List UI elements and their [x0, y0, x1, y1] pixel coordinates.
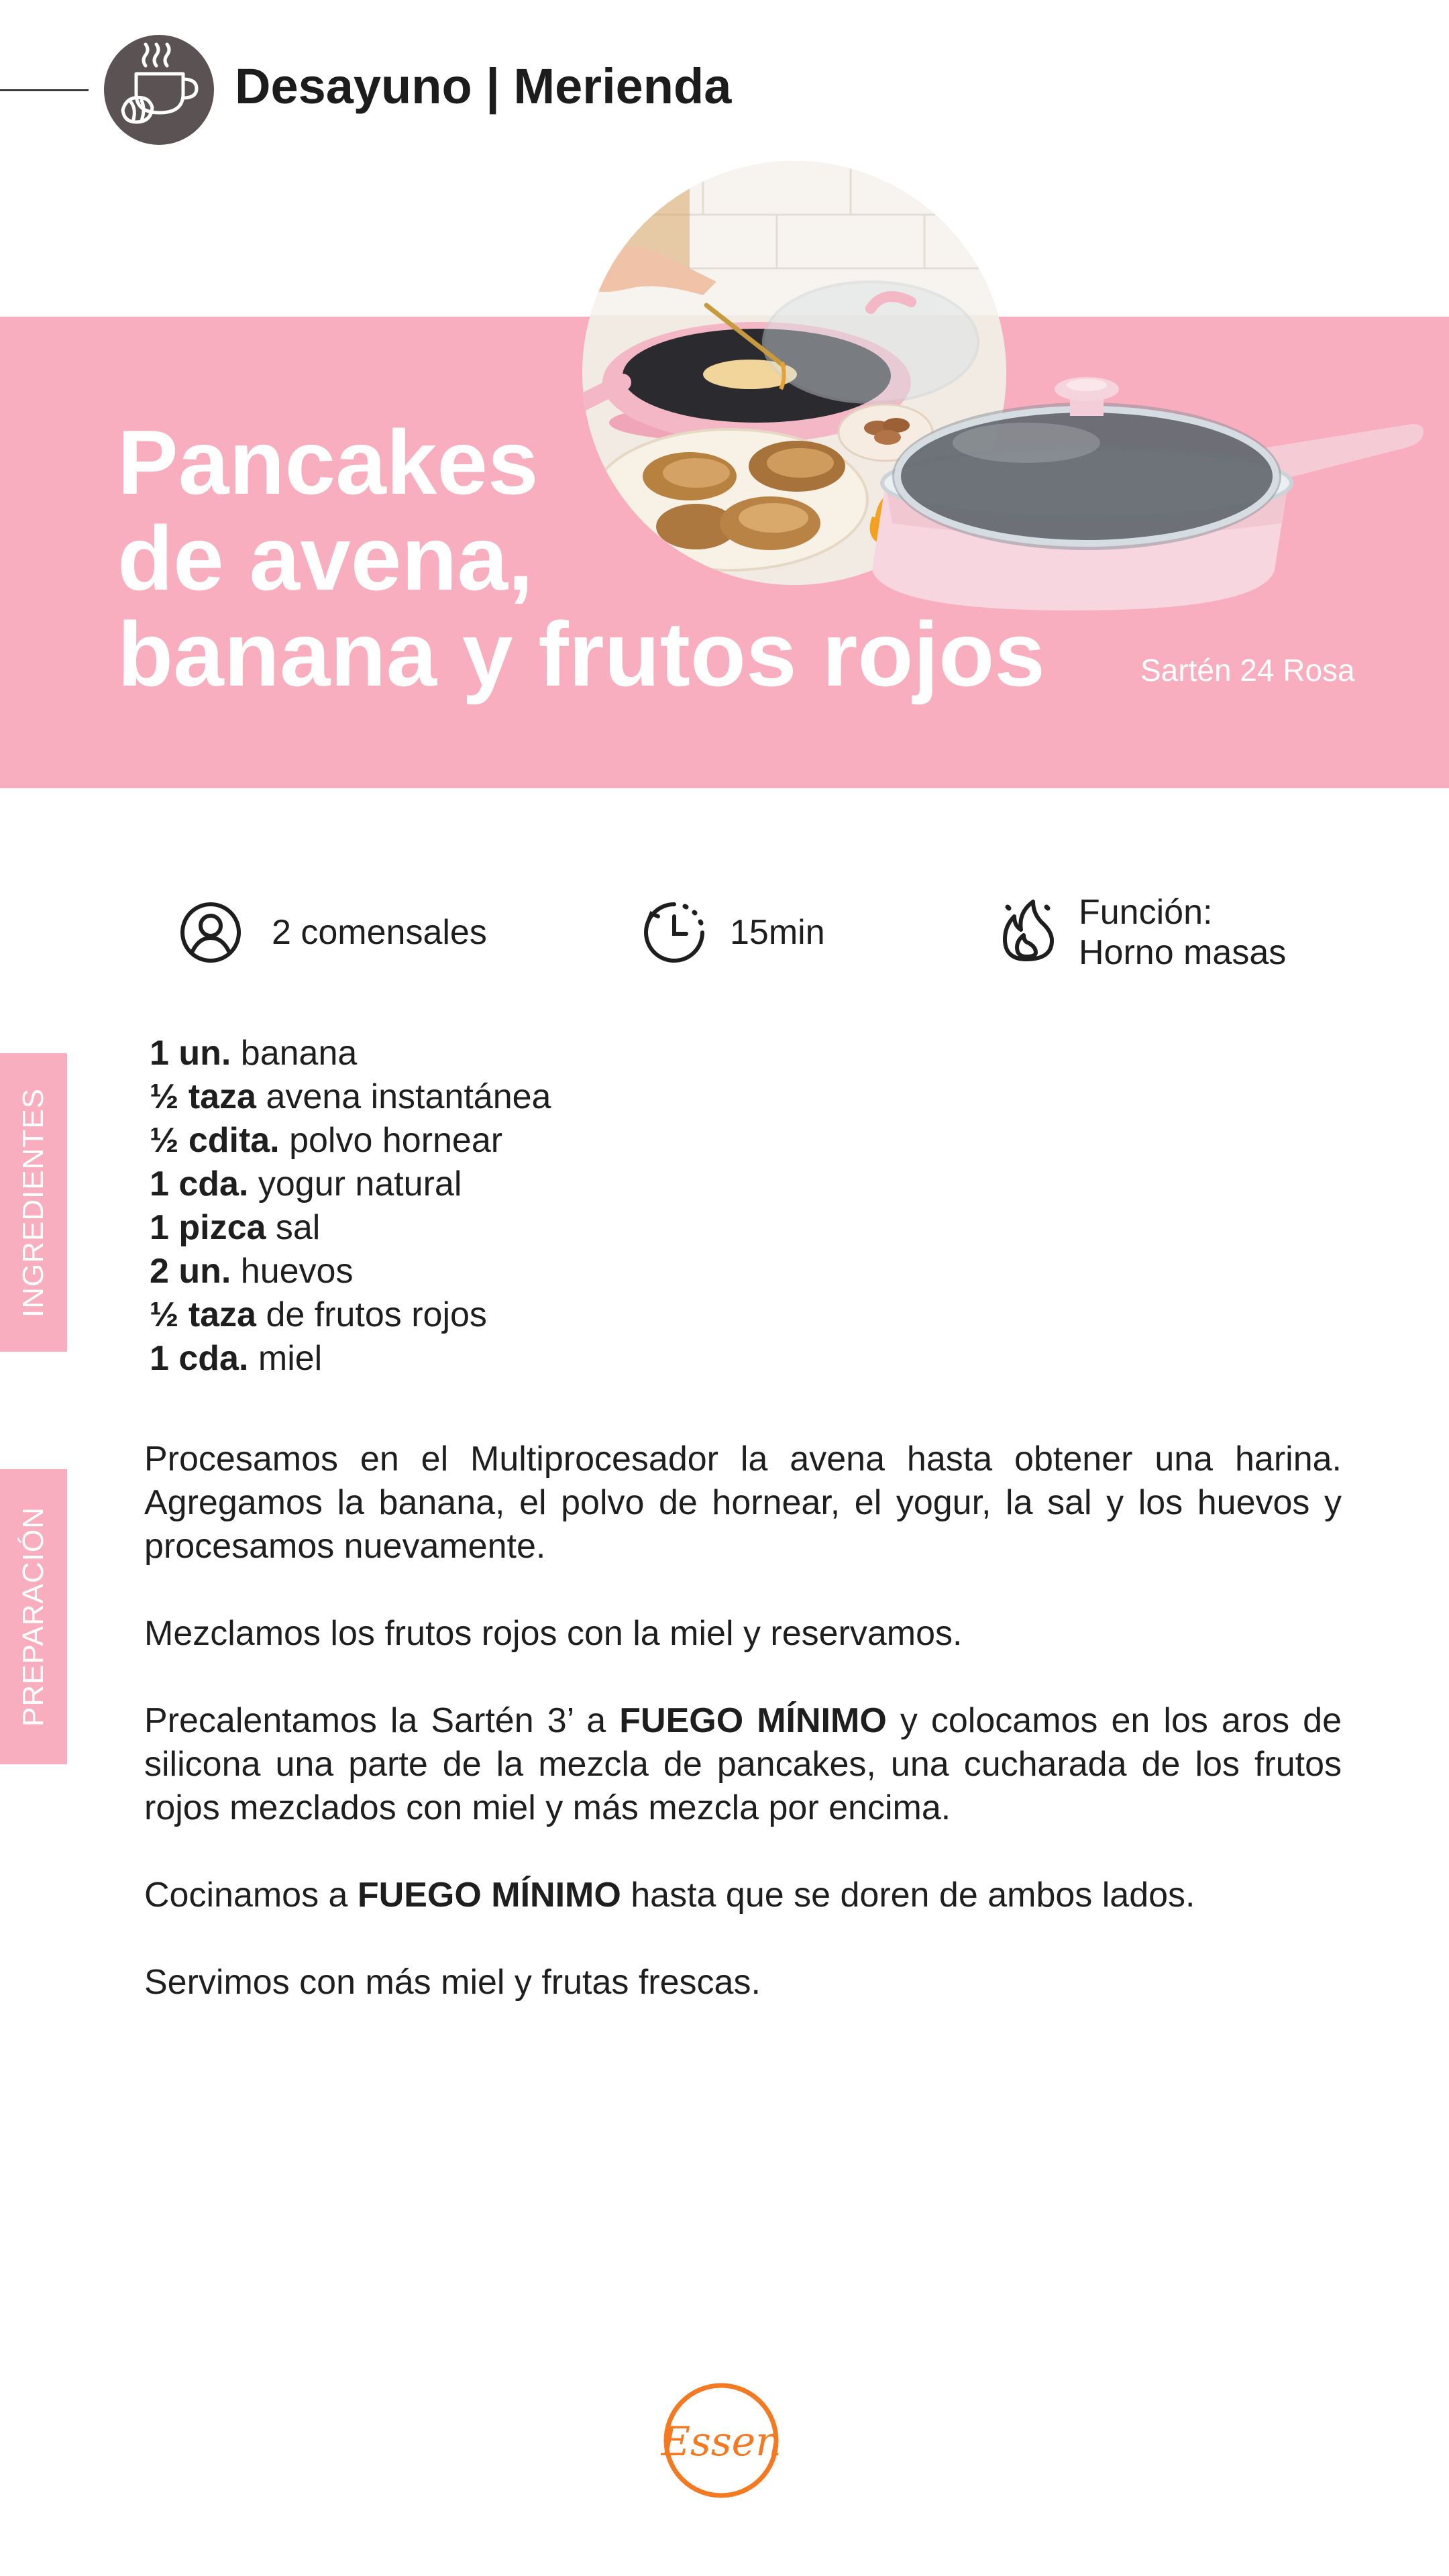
ingredient-item: 1 pizca sal [150, 1208, 321, 1247]
ingredient-item: ½ taza avena instantánea [150, 1077, 551, 1116]
ingredients-list [150, 1032, 551, 1381]
recipe-title-line: banana y frutos rojos [117, 603, 1045, 705]
preparation-step: Precalentamos la Sartén 3’ a FUEGO MÍNIMO y colocamos en los aros de silicona una parte de la mezcla de pancakes, una cucharada de los frutos rojos mezclados con miel y más mezcla por encima. [144, 1701, 1342, 1827]
essen-logo-text: Essen [661, 2418, 782, 2465]
function-label: Función: [1079, 893, 1213, 932]
ingredient-item: 1 cda. miel [150, 1339, 323, 1378]
ingredients-tab [0, 1053, 67, 1352]
breakfast-cup-icon [104, 35, 214, 145]
ingredient-item: 1 un. banana [150, 1034, 358, 1073]
ingredients-tab-label: INGREDIENTES [17, 1087, 50, 1318]
recipe-title-line: Pancakes [117, 411, 539, 513]
ingredient-item: 2 un. huevos [150, 1252, 354, 1291]
preparation-tab [0, 1469, 67, 1764]
time-text: 15min [730, 913, 825, 952]
preparation-tab-label: PREPARACIÓN [17, 1506, 50, 1727]
essen-logo [661, 2380, 782, 2501]
header-divider [0, 89, 89, 91]
function-value: Horno masas [1079, 933, 1287, 972]
preparation-step: Procesamos en el Multiprocesador la avena hasta obtener una harina. Agregamos la banana, el polvo de hornear, el yogur, la sal y los huevos y procesamos nuevamente. [144, 1440, 1342, 1566]
preparation-step: Mezclamos los frutos rojos con la miel y reservamos. [144, 1614, 963, 1653]
ingredient-item: ½ cdita. polvo hornear [150, 1121, 503, 1160]
preparation-steps [144, 1438, 1342, 2048]
preparation-step: Servimos con más miel y frutas frescas. [144, 1963, 761, 2002]
ingredient-item: 1 cda. yogur natural [150, 1165, 462, 1203]
function-text [1079, 892, 1286, 973]
clock-icon [642, 900, 706, 965]
flame-icon [994, 899, 1059, 963]
recipe-title [117, 411, 1090, 705]
product-name: Sartén 24 Rosa [1140, 653, 1355, 688]
ingredient-item: ½ taza de frutos rojos [150, 1295, 487, 1334]
servings-text: 2 comensales [272, 913, 487, 952]
preparation-step: Cocinamos a FUEGO MÍNIMO hasta que se doren de ambos lados. [144, 1876, 1195, 1915]
recipe-title-line: de avena, [117, 507, 533, 609]
category-title: Desayuno | Merienda [235, 58, 732, 114]
person-icon [178, 900, 243, 965]
